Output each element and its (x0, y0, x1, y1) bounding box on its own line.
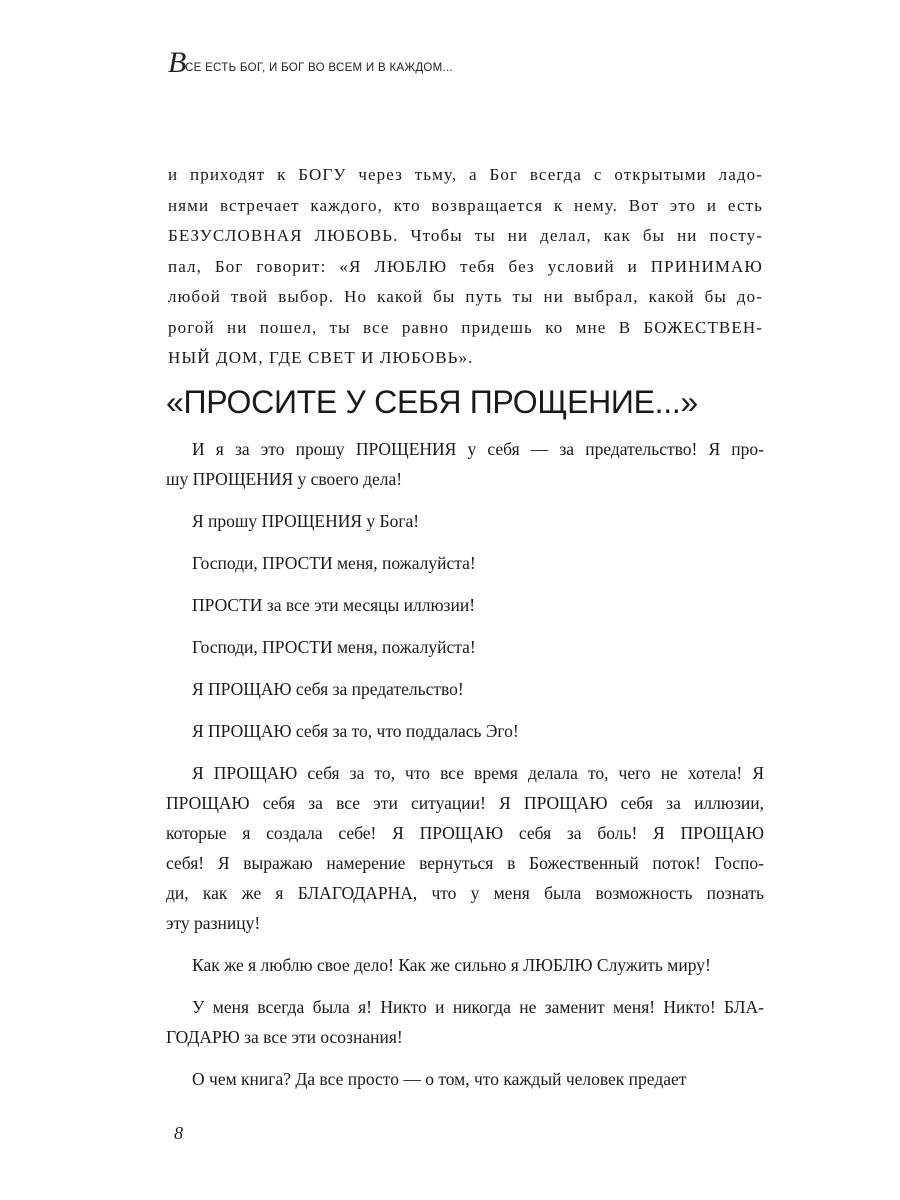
paragraph-line: ПРОЩАЮ себя за все эти ситуации! Я ПРОЩАЮ себя за иллюзии, (166, 793, 764, 813)
page-number: 8 (174, 1123, 183, 1143)
paragraph (166, 674, 764, 704)
paragraph (166, 716, 764, 746)
paragraph (166, 434, 764, 494)
paragraph-line: ПРОСТИ за все эти месяцы иллюзии! (192, 595, 476, 615)
intro-line: рогой ни пошел, ты все равно придешь ко мне В БОЖЕСТВЕН- (168, 317, 763, 337)
paragraph (166, 590, 764, 620)
paragraph-line: Господи, ПРОСТИ меня, пожалуйста! (192, 637, 476, 657)
intro-line: и приходят к БОГУ через тьму, а Бог всегда с открытыми ладо- (168, 165, 763, 184)
paragraph-line: Я прошу ПРОЩЕНИЯ у Бога! (192, 511, 420, 531)
paragraph (166, 632, 764, 662)
paragraph-line: эту разницу! (166, 913, 261, 933)
paragraph-line: Я ПРОЩАЮ себя за предательство! (192, 679, 464, 699)
paragraph-line: шу ПРОЩЕНИЯ у своего дела! (166, 469, 403, 489)
intro-line: нями встречает каждого, кто возвращается к нему. Вот это и есть (168, 195, 763, 215)
paragraph (166, 992, 764, 1052)
paragraph (166, 1064, 764, 1094)
paragraph-line: Господи, ПРОСТИ меня, пожалуйста! (192, 553, 476, 573)
running-head-text: СЕ ЕСТЬ БОГ, И БОГ ВО ВСЕМ И В КАЖДОМ... (185, 62, 454, 74)
body-text (166, 434, 764, 1106)
intro-line: пал, Бог говорит: «Я ЛЮБЛЮ тебя без условий и ПРИНИМАЮ (168, 256, 763, 276)
paragraph-line: У меня всегда была я! Никто и никогда не заменит меня! Никто! БЛА- (192, 997, 764, 1017)
intro-line: БЕЗУСЛОВНАЯ ЛЮБОВЬ. Чтобы ты ни делал, как бы ни посту- (168, 226, 763, 245)
paragraph-line: ГОДАРЮ за все эти осознания! (166, 1027, 403, 1047)
paragraph (166, 548, 764, 578)
paragraph-line: которые я создала себе! Я ПРОЩАЮ себя за боль! Я ПРОЩАЮ (166, 823, 764, 843)
paragraph-line: Я ПРОЩАЮ себя за то, что все время делала то, чего не хотела! Я (192, 763, 764, 783)
intro-line: любой твой выбор. Но какой бы путь ты ни выбрал, какой бы до- (168, 287, 763, 306)
paragraph-line: О чем книга? Да все просто — о том, что каждый человек предает (192, 1069, 687, 1089)
paragraph-line: И я за это прошу ПРОЩЕНИЯ у себя — за предательство! Я про- (192, 439, 764, 459)
paragraph-line: себя! Я выражаю намерение вернуться в Божественный поток! Госпо- (166, 853, 764, 873)
running-head-initial: В (168, 46, 187, 79)
intro-line: НЫЙ ДОМ, ГДЕ СВЕТ И ЛЮБОВЬ». (168, 348, 474, 367)
paragraph-line: Как же я люблю свое дело! Как же сильно я ЛЮБЛЮ Служить миру! (192, 955, 711, 975)
section-title: «ПРОСИТЕ У СЕБЯ ПРОЩЕНИЕ...» (166, 384, 698, 420)
running-head (168, 46, 728, 86)
intro-paragraph (168, 160, 763, 374)
paragraph (166, 506, 764, 536)
paragraph (166, 950, 764, 980)
paragraph (166, 758, 764, 938)
paragraph-line: Я ПРОЩАЮ себя за то, что поддалась Эго! (192, 721, 519, 741)
paragraph-line: ди, как же я БЛАГОДАРНА, что у меня была возможность познать (166, 883, 764, 903)
